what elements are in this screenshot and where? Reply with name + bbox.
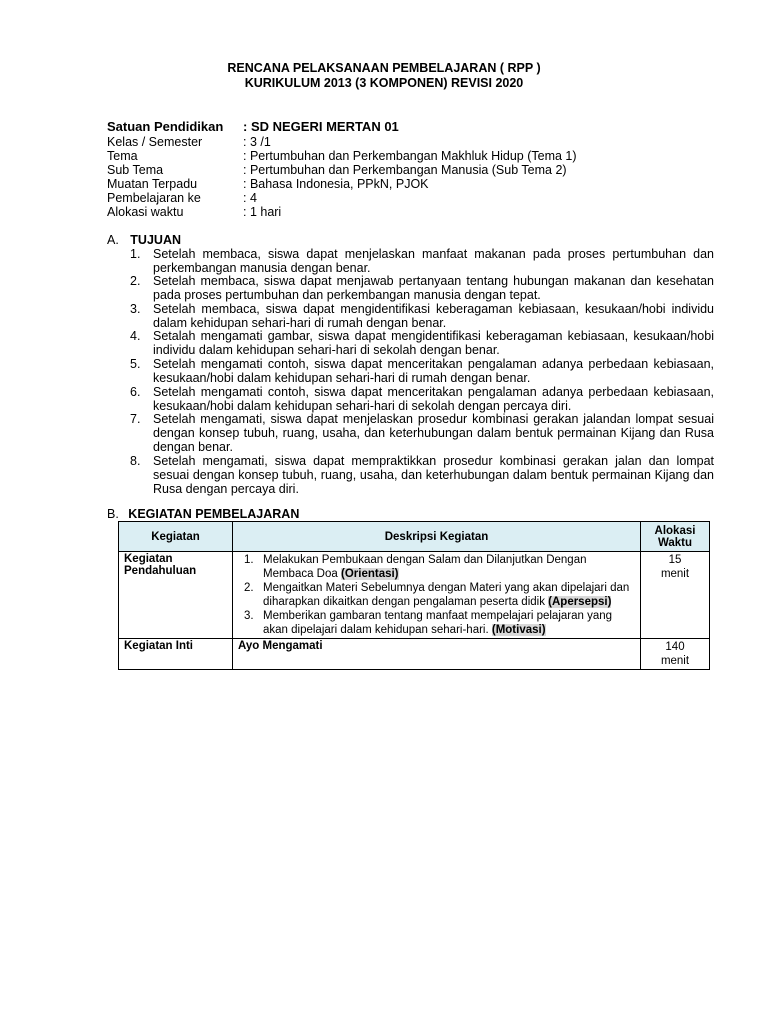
item-tag: (Orientasi) — [341, 568, 399, 580]
activity-name: Kegiatan Pendahuluan — [119, 552, 233, 639]
time-unit: menit — [660, 655, 690, 667]
list-item — [130, 454, 714, 496]
identity-label: Kelas / Semester — [107, 135, 203, 149]
time-allocation — [641, 552, 710, 639]
item-text: Memberikan gambaran tentang manfaat mempelajari pelajaran yang akan dipelajari dalam kehidupan sehari-hari. — [263, 610, 613, 636]
identity-value: : 3 /1 — [243, 135, 271, 149]
item-tag: (Apersepsi) — [548, 596, 612, 608]
item-text: Setelah mengamati, siswa dapat mempraktikkan prosedur kombinasi gerakan jalan dan lompat sesuai dengan konsep tubuh, ruang, usaha, dan keterhubungan dalam bentuk permainan Kijang dan Rusa dengan percaya diri. — [153, 454, 714, 496]
item-number: 2. — [130, 274, 141, 288]
item-text: Melakukan Pembukaan dengan Salam dan Dilanjutkan Dengan Membaca Doa — [263, 554, 587, 580]
column-header: Deskripsi Kegiatan — [233, 522, 641, 552]
item-number: 4. — [130, 329, 141, 343]
identity-label: Sub Tema — [107, 163, 164, 177]
identity-value: : Bahasa Indonesia, PPkN, PJOK — [243, 177, 429, 191]
table-row — [119, 639, 710, 670]
list-item — [238, 609, 635, 637]
identity-value: : SD NEGERI MERTAN 01 — [243, 119, 399, 134]
identity-value: : Pertumbuhan dan Perkembangan Makhluk Hidup (Tema 1) — [243, 149, 577, 163]
list-item — [130, 274, 714, 302]
activity-description — [233, 552, 641, 639]
time-allocation — [641, 639, 710, 670]
column-header: Alokasi Waktu — [641, 522, 710, 552]
list-item — [130, 357, 714, 385]
item-text: Mengaitkan Materi Sebelumnya dengan Materi yang akan dipelajari dan diharapkan dikaitkan dengan pengalaman peserta didik — [263, 582, 630, 608]
section-title: KEGIATAN PEMBELAJARAN — [128, 507, 300, 521]
list-item — [130, 247, 714, 275]
identity-label: Pembelajaran ke — [107, 191, 201, 205]
item-number: 3. — [244, 610, 254, 622]
identity-label: Satuan Pendidikan — [107, 119, 224, 134]
identity-label: Muatan Terpadu — [107, 177, 198, 191]
item-text: Setelah membaca, siswa dapat menjelaskan manfaat makanan pada proses pertumbuhan dan perkembangan manusia dengan benar. — [153, 247, 714, 275]
table-header-row — [119, 522, 710, 552]
item-number: 3. — [130, 302, 141, 316]
item-text: Setelah mengamati contoh, siswa dapat menceritakan pengalaman adanya perbedaan kebiasaan, kesukaan/hobi dalam kehidupan sehari-hari di rumah dengan benar. — [153, 357, 714, 385]
item-number: 1. — [130, 247, 141, 261]
section-letter: A. — [107, 233, 119, 247]
section-letter: B. — [107, 507, 119, 521]
list-item — [130, 302, 714, 330]
item-number: 7. — [130, 412, 141, 426]
identity-label: Alokasi waktu — [107, 205, 184, 219]
item-text: Setalah mengamati gambar, siswa dapat mengidentifikasi keberagaman kebiasaan, kesukaan/hobi individu dalam kehidupan sehari-hari di sekolah dengan benar. — [153, 329, 714, 357]
column-header: Kegiatan — [119, 522, 233, 552]
identity-label: Tema — [107, 149, 138, 163]
identity-value: : 1 hari — [243, 205, 282, 219]
section-heading-tujuan — [107, 233, 181, 247]
section-title: TUJUAN — [130, 233, 181, 247]
list-item — [238, 581, 635, 609]
item-number: 8. — [130, 454, 141, 468]
item-number: 1. — [244, 554, 254, 566]
identity-value: : Pertumbuhan dan Perkembangan Manusia (Sub Tema 2) — [243, 163, 567, 177]
item-text: Setelah membaca, siswa dapat menjawab pertanyaan tentang hubungan makanan dan kesehatan pada proses pertumbuhan dan perkembangan manusia dengan tepat. — [153, 274, 714, 302]
time-unit: menit — [660, 568, 690, 580]
item-number: 5. — [130, 357, 141, 371]
activities-table — [118, 521, 710, 670]
document-title: RENCANA PELAKSANAAN PEMBELAJARAN ( RPP ) — [227, 61, 541, 75]
section-heading-kegiatan — [107, 507, 299, 521]
table-row — [119, 552, 710, 639]
item-number: 6. — [130, 385, 141, 399]
item-number: 2. — [244, 582, 254, 594]
list-item — [130, 329, 714, 357]
identity-value: : 4 — [243, 191, 257, 205]
time-value: 140 — [665, 641, 685, 653]
item-text: Setelah membaca, siswa dapat mengidentifikasi keberagaman kebiasaan, kesukaan/hobi individu dalam kehidupan sehari-hari di rumah dengan benar. — [153, 302, 714, 330]
activity-name: Kegiatan Inti — [119, 639, 233, 670]
list-item — [130, 385, 714, 413]
item-tag: (Motivasi) — [491, 624, 546, 636]
document-subtitle: KURIKULUM 2013 (3 KOMPONEN) REVISI 2020 — [244, 76, 524, 90]
item-text: Setelah mengamati, siswa dapat menjelaskan prosedur kombinasi gerakan jalandan lompat sesuai dengan konsep tubuh, ruang, usaha, dan keterhubungan dalam bentuk permainan Kijang dan Rusa dengan benar. — [153, 412, 714, 454]
activity-description: Ayo Mengamati — [233, 639, 641, 670]
list-item — [130, 412, 714, 454]
list-item — [238, 553, 635, 581]
time-value: 15 — [668, 554, 682, 566]
item-text: Setelah mengamati contoh, siswa dapat menceritakan pengalaman adanya perbedaan kebiasaan, kesukaan/hobi dalam kehidupan sehari-hari di sekolah dengan percaya diri. — [153, 385, 714, 413]
